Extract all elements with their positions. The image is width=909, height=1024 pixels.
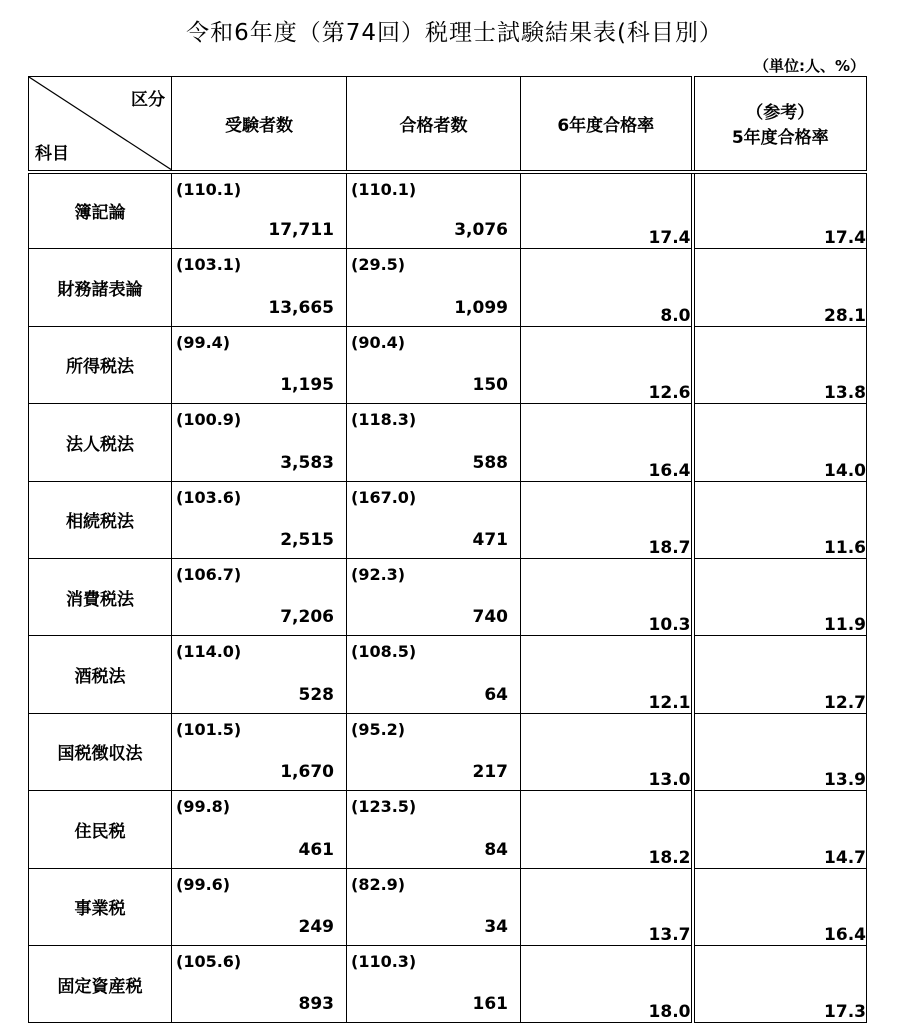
rate-r6-cell: 17.4: [521, 172, 693, 249]
rate-r6-header: 6年度合格率: [521, 77, 693, 172]
passers-count: 150: [472, 375, 508, 396]
table-row: [29, 172, 867, 249]
passers-cell: [347, 326, 521, 403]
examinees-cell: [172, 636, 347, 713]
examinees-count: 249: [298, 916, 334, 937]
rate-r6-cell: 18.2: [521, 791, 693, 868]
subject-cell: 消費税法: [29, 558, 172, 635]
passers-yoy-ratio: (108.5): [351, 642, 417, 662]
examinees-count: 893: [298, 994, 334, 1015]
examinees-yoy-ratio: (101.5): [176, 719, 242, 739]
table-row: [29, 481, 867, 558]
table-row: [29, 945, 867, 1022]
rate-r5-cell: 12.7: [693, 636, 867, 713]
subject-cell: 固定資産税: [29, 945, 172, 1022]
rate-r6-cell: 8.0: [521, 249, 693, 326]
table-row: [29, 326, 867, 403]
rate-r6-cell: 13.7: [521, 868, 693, 945]
table-row: [29, 791, 867, 868]
kamoku-label: 科目: [35, 143, 69, 164]
rate-r6-cell: 13.0: [521, 713, 693, 790]
passers-count: 471: [472, 529, 508, 550]
passers-cell: [347, 868, 521, 945]
rate-r5-cell: 16.4: [693, 868, 867, 945]
table-row: [29, 713, 867, 790]
rate-r5-cell: 13.8: [693, 326, 867, 403]
examinees-count: 17,711: [268, 220, 334, 241]
subject-cell: 相続税法: [29, 481, 172, 558]
passers-cell: [347, 481, 521, 558]
passers-yoy-ratio: (110.3): [351, 951, 417, 971]
examinees-cell: [172, 404, 347, 481]
examinees-header: 受験者数: [172, 77, 347, 172]
rate-r5-cell: 14.0: [693, 404, 867, 481]
rate-r5-cell: 13.9: [693, 713, 867, 790]
subject-cell: 事業税: [29, 868, 172, 945]
results-table: [28, 76, 867, 1023]
passers-count: 217: [472, 762, 508, 783]
examinees-yoy-ratio: (99.4): [176, 332, 231, 352]
examinees-count: 528: [298, 684, 334, 705]
examinees-yoy-ratio: (103.6): [176, 487, 242, 507]
passers-cell: [347, 404, 521, 481]
passers-yoy-ratio: (123.5): [351, 797, 417, 817]
subject-cell: 法人税法: [29, 404, 172, 481]
examinees-count: 13,665: [268, 297, 334, 318]
kubun-label: 区分: [131, 90, 165, 110]
passers-cell: [347, 249, 521, 326]
examinees-yoy-ratio: (105.6): [176, 951, 242, 971]
passers-count: 84: [484, 839, 508, 860]
table-row: [29, 404, 867, 481]
examinees-yoy-ratio: (100.9): [176, 410, 242, 430]
passers-yoy-ratio: (118.3): [351, 410, 417, 430]
table-row: [29, 868, 867, 945]
passers-cell: [347, 791, 521, 868]
examinees-cell: [172, 249, 347, 326]
subject-cell: 住民税: [29, 791, 172, 868]
passers-yoy-ratio: (95.2): [351, 719, 406, 739]
passers-count: 161: [472, 994, 508, 1015]
rate-r5-cell: 11.9: [693, 558, 867, 635]
passers-header: 合格者数: [347, 77, 521, 172]
examinees-yoy-ratio: (114.0): [176, 642, 242, 662]
passers-count: 3,076: [454, 220, 508, 241]
examinees-cell: [172, 868, 347, 945]
rate-r5-label: 5年度合格率: [731, 128, 829, 149]
subject-cell: 酒税法: [29, 636, 172, 713]
examinees-yoy-ratio: (110.1): [176, 179, 242, 199]
passers-count: 588: [472, 452, 508, 473]
examinees-count: 461: [298, 839, 334, 860]
rate-r5-cell: 14.7: [693, 791, 867, 868]
passers-cell: [347, 713, 521, 790]
rate-r5-header: [693, 77, 867, 172]
unit-note: （単位:人、%）: [753, 57, 865, 75]
examinees-cell: [172, 326, 347, 403]
examinees-cell: [172, 713, 347, 790]
passers-yoy-ratio: (167.0): [351, 487, 417, 507]
subject-cell: 簿記論: [29, 172, 172, 249]
subject-cell: 所得税法: [29, 326, 172, 403]
examinees-cell: [172, 172, 347, 249]
examinees-yoy-ratio: (99.8): [176, 797, 231, 817]
rate-r6-cell: 16.4: [521, 404, 693, 481]
examinees-count: 2,515: [280, 529, 334, 550]
passers-yoy-ratio: (92.3): [351, 564, 406, 584]
passers-cell: [347, 558, 521, 635]
passers-count: 740: [472, 607, 508, 628]
table-row: [29, 558, 867, 635]
examinees-count: 7,206: [280, 607, 334, 628]
page-title: 令和6年度（第74回）税理士試験結果表(科目別）: [186, 20, 723, 46]
passers-yoy-ratio: (90.4): [351, 332, 406, 352]
rate-r6-cell: 18.0: [521, 945, 693, 1022]
examinees-cell: [172, 481, 347, 558]
rate-r6-cell: 12.6: [521, 326, 693, 403]
rate-r5-cell: 17.4: [693, 172, 867, 249]
rate-r5-cell: 11.6: [693, 481, 867, 558]
passers-count: 64: [484, 684, 508, 705]
rate-r5-cell: 17.3: [693, 945, 867, 1022]
passers-cell: [347, 636, 521, 713]
table-row: [29, 249, 867, 326]
examinees-count: 1,670: [280, 762, 334, 783]
rate-r6-cell: 10.3: [521, 558, 693, 635]
passers-count: 34: [484, 916, 508, 937]
passers-yoy-ratio: (82.9): [351, 874, 406, 894]
rate-r6-cell: 12.1: [521, 636, 693, 713]
rate-r6-cell: 18.7: [521, 481, 693, 558]
passers-cell: [347, 945, 521, 1022]
examinees-count: 3,583: [280, 452, 334, 473]
examinees-cell: [172, 558, 347, 635]
header-row: [29, 77, 867, 172]
passers-cell: [347, 172, 521, 249]
passers-yoy-ratio: (29.5): [351, 255, 406, 275]
subject-cell: 財務諸表論: [29, 249, 172, 326]
table-row: [29, 636, 867, 713]
examinees-yoy-ratio: (103.1): [176, 255, 242, 275]
examinees-yoy-ratio: (99.6): [176, 874, 231, 894]
examinees-yoy-ratio: (106.7): [176, 564, 242, 584]
examinees-cell: [172, 945, 347, 1022]
passers-count: 1,099: [454, 297, 508, 318]
corner-header-cell: [29, 77, 172, 172]
reference-note: （参考）: [746, 103, 815, 124]
examinees-cell: [172, 791, 347, 868]
rate-r5-cell: 28.1: [693, 249, 867, 326]
passers-yoy-ratio: (110.1): [351, 179, 417, 199]
subject-cell: 国税徴収法: [29, 713, 172, 790]
examinees-count: 1,195: [280, 375, 334, 396]
